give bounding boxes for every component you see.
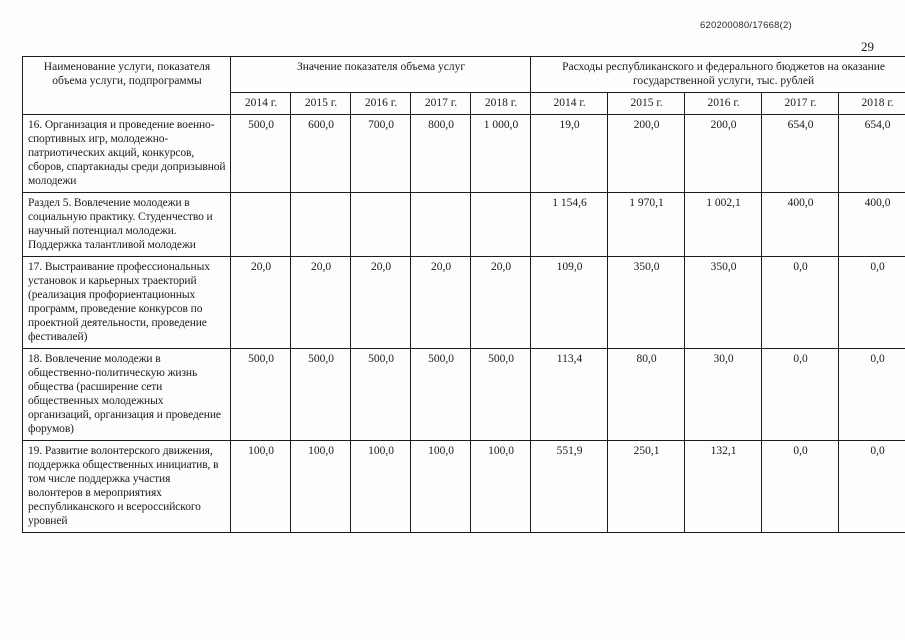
row-costs-2016: 30,0: [685, 349, 762, 441]
row-volume-2014: 500,0: [231, 115, 291, 193]
header-costs-year-2018: 2018 г.: [839, 93, 905, 115]
row-costs-2014: 109,0: [531, 257, 608, 349]
row-volume-2015: 500,0: [291, 349, 351, 441]
row-costs-2016: 200,0: [685, 115, 762, 193]
row-service-name: Раздел 5. Вовлечение молодежи в социальную практику. Студенчество и научный потенциал молодежи. Поддержка талантливой молодежи: [23, 193, 231, 257]
row-costs-2014: 1 154,6: [531, 193, 608, 257]
header-volume-year-2018: 2018 г.: [471, 93, 531, 115]
row-volume-2017: [411, 193, 471, 257]
row-costs-2018: 0,0: [839, 257, 905, 349]
row-volume-2017: 100,0: [411, 441, 471, 533]
row-volume-2015: 600,0: [291, 115, 351, 193]
row-volume-2017: 800,0: [411, 115, 471, 193]
table-header-row-groups: [23, 57, 905, 93]
row-volume-2018: 500,0: [471, 349, 531, 441]
row-service-name: 18. Вовлечение молодежи в общественно-политическую жизнь общества (расширение сети общественных молодежных организаций, организация и проведение форумов): [23, 349, 231, 441]
table-row: [23, 349, 905, 441]
row-volume-2018: 100,0: [471, 441, 531, 533]
row-costs-2018: 0,0: [839, 349, 905, 441]
header-volume-group: Значение показателя объема услуг: [231, 57, 531, 93]
budget-table: [22, 56, 905, 533]
header-costs-year-2015: 2015 г.: [608, 93, 685, 115]
row-volume-2018: [471, 193, 531, 257]
row-volume-2015: 20,0: [291, 257, 351, 349]
row-volume-2018: 20,0: [471, 257, 531, 349]
row-costs-2017: 0,0: [762, 257, 839, 349]
row-costs-2018: 400,0: [839, 193, 905, 257]
row-costs-2016: 1 002,1: [685, 193, 762, 257]
row-costs-2015: 80,0: [608, 349, 685, 441]
row-costs-2015: 350,0: [608, 257, 685, 349]
row-costs-2014: 551,9: [531, 441, 608, 533]
row-costs-2014: 19,0: [531, 115, 608, 193]
header-costs-year-2014: 2014 г.: [531, 93, 608, 115]
row-costs-2018: 0,0: [839, 441, 905, 533]
row-costs-2015: 250,1: [608, 441, 685, 533]
row-volume-2018: 1 000,0: [471, 115, 531, 193]
row-service-name: 17. Выстраивание профессиональных установок и карьерных траекторий (реализация профориентационных программ, проведение конкурсов по проектной деятельности, проведение фестивалей): [23, 257, 231, 349]
row-volume-2015: 100,0: [291, 441, 351, 533]
table-row: [23, 441, 905, 533]
row-volume-2016: 700,0: [351, 115, 411, 193]
row-volume-2016: 100,0: [351, 441, 411, 533]
row-costs-2016: 350,0: [685, 257, 762, 349]
row-volume-2014: [231, 193, 291, 257]
row-volume-2014: 500,0: [231, 349, 291, 441]
header-service-name: Наименование услуги, показателя объема услуги, подпрограммы: [23, 57, 231, 115]
table-row: [23, 193, 905, 257]
row-costs-2017: 0,0: [762, 441, 839, 533]
row-service-name: 16. Организация и проведение военно-спортивных игр, молодежно-патриотических акций, конкурсов, сборов, спартакиады среди допризывной молодежи: [23, 115, 231, 193]
row-volume-2016: 500,0: [351, 349, 411, 441]
table-row: [23, 257, 905, 349]
row-costs-2014: 113,4: [531, 349, 608, 441]
row-costs-2015: 1 970,1: [608, 193, 685, 257]
row-service-name: 19. Развитие волонтерского движения, поддержка общественных инициатив, в том числе поддержка участия волонтеров в мероприятиях республиканского и всероссийского уровней: [23, 441, 231, 533]
table-row: [23, 115, 905, 193]
header-volume-year-2017: 2017 г.: [411, 93, 471, 115]
page-number: 29: [861, 39, 874, 54]
row-costs-2015: 200,0: [608, 115, 685, 193]
document-code: 620200080/17668(2): [700, 20, 792, 31]
header-costs-year-2016: 2016 г.: [685, 93, 762, 115]
row-costs-2016: 132,1: [685, 441, 762, 533]
header-volume-year-2014: 2014 г.: [231, 93, 291, 115]
row-volume-2015: [291, 193, 351, 257]
row-costs-2017: 400,0: [762, 193, 839, 257]
row-volume-2014: 20,0: [231, 257, 291, 349]
row-costs-2017: 0,0: [762, 349, 839, 441]
row-costs-2018: 654,0: [839, 115, 905, 193]
header-costs-group: Расходы республиканского и федерального бюджетов на оказание государственной услуги, тыс. рублей: [531, 57, 905, 93]
header-costs-year-2017: 2017 г.: [762, 93, 839, 115]
row-costs-2017: 654,0: [762, 115, 839, 193]
row-volume-2016: [351, 193, 411, 257]
row-volume-2017: 500,0: [411, 349, 471, 441]
header-volume-year-2016: 2016 г.: [351, 93, 411, 115]
row-volume-2014: 100,0: [231, 441, 291, 533]
header-volume-year-2015: 2015 г.: [291, 93, 351, 115]
row-volume-2017: 20,0: [411, 257, 471, 349]
row-volume-2016: 20,0: [351, 257, 411, 349]
